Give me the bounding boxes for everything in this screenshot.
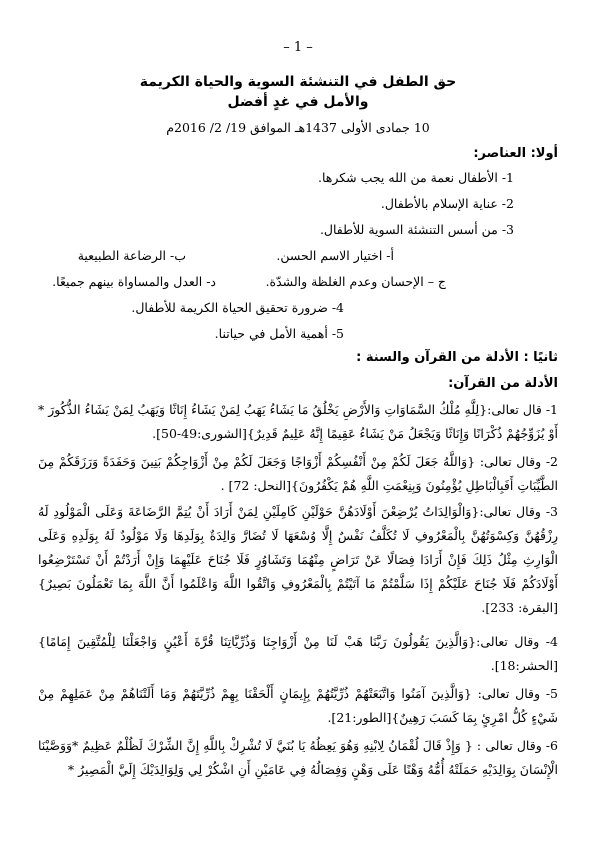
section-elements-heading: أولا: العناصر: xyxy=(473,146,558,161)
element-item-3: 3- من أسس التنشئة السوية للأطفال. xyxy=(319,222,514,237)
document-title: حق الطفل في التنشئة السوية والحياة الكريمة xyxy=(139,74,457,90)
verse-paragraph-3: 3- وقال تعالى:{وَالْوَالِدَاتُ يُرْضِعْنَ أَوْلَادَهُنَّ حَوْلَيْنِ كَامِلَيْنِ لِمَنْ أَرَادَ أَنْ يُتِمَّ الرَّضَاعَةَ وَعَلَى الْمَوْلُودِ لَهُ رِزْقُهُنَّ وَكِسْوَتُهُنَّ بِالْمَعْرُوفِ لَا تُكَلَّفُ نَفْسٌ إِلَّا وُسْعَهَا لَا تُضَارَّ وَالِدَةٌ بِوَلَدِهَا وَلَا مَوْلُودٌ لَهُ بِوَلَدِهِ وَعَلَى الْوَارِثِ مِثْلُ ذَلِكَ فَإِنْ أَرَادَا فِصَالًا عَنْ تَرَاضٍ مِنْهُمَا وَتَشَاوُرٍ فَلَا جُنَاحَ عَلَيْهِمَا وَإِنْ أَرَدْتُمْ أَنْ تَسْتَرْضِعُوا أَوْلَادَكُمْ فَلَا جُنَاحَ عَلَيْكُمْ إِذَا سَلَّمْتُمْ مَا آتَيْتُمْ بِالْمَعْرُوفِ وَاتَّقُوا اللَّهَ وَاعْلَمُوا أَنَّ اللَّهَ بِمَا تَعْمَلُونَ بَصِيرٌ}[البقرة: 233]. xyxy=(38,504,558,615)
verse-paragraph-6: 6- وقال تعالى : { وَإِذْ قَالَ لُقْمَانُ لِابْنِهِ وَهُوَ يَعِظُهُ يَا بُنَيَّ لَا تُشْرِكْ بِاللَّهِ إِنَّ الشِّرْكَ لَظُلْمٌ عَظِيمٌ *وَوَصَّيْنَا الْإِنْسَانَ بِوَالِدَيْهِ حَمَلَتْهُ أُمُّهُ وَهْنًا عَلَى وَهْنٍ وَفِصَالُهُ فِي عَامَيْنِ أَنِ اشْكُرْ لِي وَلِوَالِدَيْكَ إِلَيَّ الْمَصِيرُ * xyxy=(38,738,558,777)
section-evidence-subheading: الأدلة من القرآن: xyxy=(448,376,558,391)
page-number: – 1 – xyxy=(283,40,313,55)
document-date: 10 جمادى الأولى 1437هـ الموافق 19/ 2/ 2016م xyxy=(166,120,430,135)
element-item-2: 2- عناية الإسلام بالأطفال. xyxy=(380,196,514,211)
element-item-1: 1- الأطفال نعمة من الله يجب شكرها. xyxy=(317,170,514,185)
sub-item-a: أ- اختيار الاسم الحسن. xyxy=(276,248,394,263)
element-item-5: 5- أهمية الأمل في حياتنا. xyxy=(214,326,344,341)
document-subtitle: والأمل في غدٍ أفضل xyxy=(227,94,369,110)
verse-paragraph-4: 4- وقال تعالى:{وَالَّذِينَ يَقُولُونَ رَبَّنَا هَبْ لَنَا مِنْ أَزْوَاجِنَا وَذُرِّيَّاتِنَا قُرَّةَ أَعْيُنٍ وَاجْعَلْنَا لِلْمُتَّقِينَ إِمَامًا} [الحشر:18]. xyxy=(38,634,558,673)
verse-paragraph-2: 2- وقال تعالى: {وَاللَّهُ جَعَلَ لَكُمْ مِنْ أَنْفُسِكُمْ أَزْوَاجًا وَجَعَلَ لَكُمْ مِنْ أَزْوَاجِكُمْ بَنِينَ وَحَفَدَةً وَرَزَقَكُمْ مِنَ الطَّيِّبَاتِ أَفَبِالْبَاطِلِ يُؤْمِنُونَ وَبِنِعْمَتِ اللَّهِ هُمْ يَكْفُرُونَ}[النحل: 72] . xyxy=(38,454,558,493)
element-item-4: 4- ضرورة تحقيق الحياة الكريمة للأطفال. xyxy=(131,300,344,315)
verse-paragraph-1: 1- قال تعالى:{لِلَّهِ مُلْكُ السَّمَاوَاتِ وَالأَرْضِ يَخْلُقُ مَا يَشَاءُ يَهَبُ لِمَنْ يَشَاءُ إِنَاثًا وَيَهَبُ لِمَنْ يَشَاءُ الذُّكُورَ * أَوْ يُزَوِّجُهُمْ ذُكْرَانًا وَإِنَاثًا وَيَجْعَلُ مَنْ يَشَاءُ عَقِيمًا إِنَّهُ عَلِيمٌ قَدِيرٌ}[الشورى:49-50]. xyxy=(38,402,558,441)
verse-paragraph-5: 5- وقال تعالى: {وَالَّذِينَ آمَنُوا وَاتَّبَعَتْهُمْ ذُرِّيَّتُهُمْ بِإِيمَانٍ أَلْحَقْنَا بِهِمْ ذُرِّيَّتَهُمْ وَمَا أَلَتْنَاهُمْ مِنْ عَمَلِهِمْ مِنْ شَيْءٍ كُلُّ امْرِئٍ بِمَا كَسَبَ رَهِينٌ}[الطور:21]. xyxy=(38,686,558,725)
section-evidence-heading: ثانيًا : الأدلة من القرآن والسنة : xyxy=(356,350,558,365)
sub-item-b: ب- الرضاعة الطبيعية xyxy=(77,248,186,263)
sub-item-d: د- العدل والمساواة بينهم جميعًا. xyxy=(52,274,216,289)
sub-item-c: ج – الإحسان وعدم الغلظة والشدّة. xyxy=(265,274,446,289)
